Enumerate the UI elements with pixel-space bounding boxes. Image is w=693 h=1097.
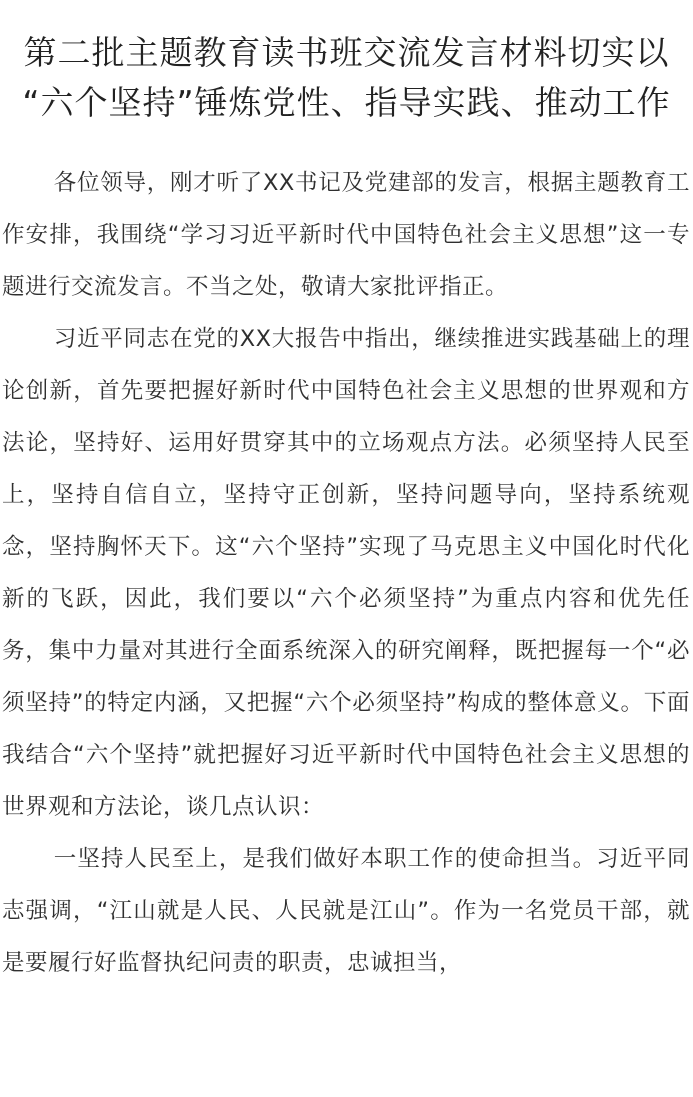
paragraph: 一坚持人民至上，是我们做好本职工作的使命担当。习近平同志强调，“江山就是人民、人民就是江山”。作为一名党员干部，就是要履行好监督执纪问责的职责，忠诚担当，: [2, 846, 690, 976]
title-line-2: “六个坚持”锤炼党性、指导实践、推动工作: [22, 83, 671, 122]
title-line-1: 第二批主题教育读书班交流发言材料切实以: [23, 33, 670, 72]
document-body: [2, 157, 690, 989]
paragraph: 习近平同志在党的XX大报告中指出，继续推进实践基础上的理论创新，首先要把握好新时代中国特色社会主义思想的世界观和方法论，坚持好、运用好贯穿其中的立场观点方法。必须坚持人民至上，坚持自信自立，坚持守正创新，坚持问题导向，坚持系统观念，坚持胸怀天下。这“六个坚持”实现了马克思主义中国化时代化新的飞跃，因此，我们要以“六个必须坚持”为重点内容和优先任务，集中力量对其进行全面系统深入的研究阐释，既把握每一个“必须坚持”的特定内涵，又把握“六个必须坚持”构成的整体意义。下面我结合“六个坚持”就把握好习近平新时代中国特色社会主义思想的世界观和方法论，谈几点认识：: [2, 326, 690, 820]
paragraph: 各位领导，刚才听了XX书记及党建部的发言，根据主题教育工作安排，我围绕“学习习近平新时代中国特色社会主义思想”这一专题进行交流发言。不当之处，敬请大家批评指正。: [2, 170, 690, 300]
document-title: [0, 28, 693, 128]
